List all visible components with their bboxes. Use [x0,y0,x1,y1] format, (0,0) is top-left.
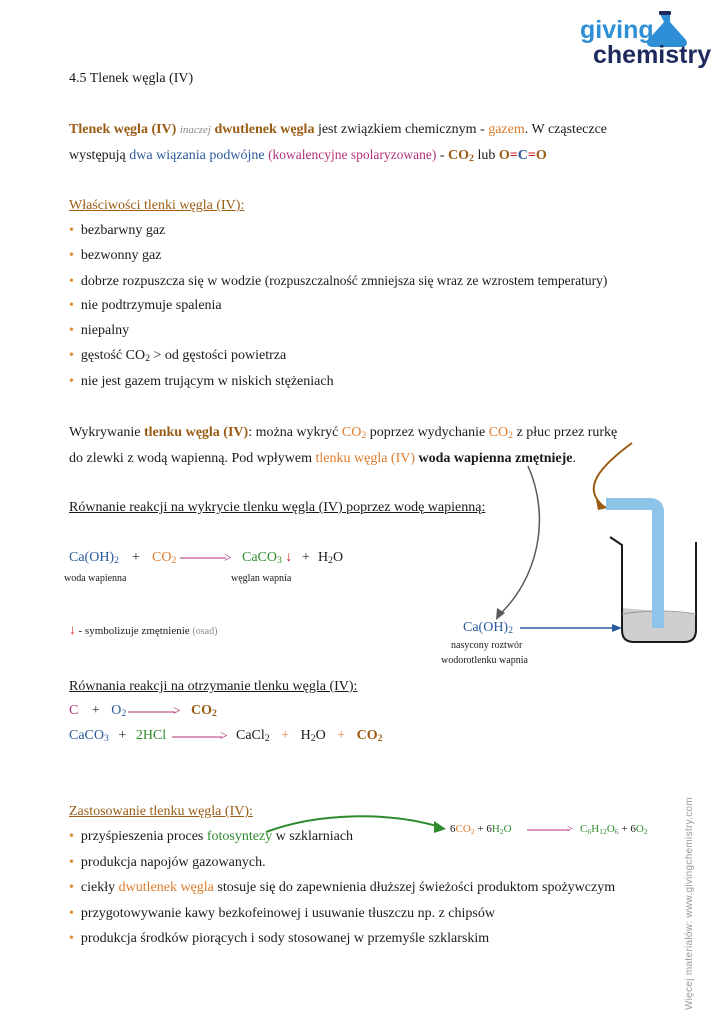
list-item: • nie jest gazem trującym w niskich stężeniach [69,374,334,389]
reaction1-plus: + [132,550,140,565]
reaction1-plus-2: + [302,550,310,565]
list-item: • dobrze rozpuszcza się w wodzie (rozpuszczalność zmniejsza się wraz ze wzrostem temperatury) [69,273,608,289]
list-item: • ciekły dwutlenek węgla stosuje się do zapewnienia dłuższej świeżości produktom spożywczym [69,880,616,895]
reaction2b-arrow-tip: > [220,728,228,743]
list-item: • bezwonny gaz [69,248,162,263]
reaction1-arrow-tip: > [224,550,232,565]
reaction1-label-limewater: woda wapienna [64,573,127,584]
reaction1-label-calcium-carbonate: węglan wapnia [231,573,292,584]
detection-line-2: do zlewki z wodą wapienną. Pod wpływem tlenku węgla (IV) woda wapienna zmętnieje. [69,451,577,466]
list-item: • bezbarwny gaz [69,223,166,238]
reaction1-reactant-2: $CO_2$ [152,550,177,566]
intro-line-1: Tlenek węgla (IV) inaczej dwutlenek węgla jest związkiem chemicznym - gazem. W cząsteczce [69,122,608,137]
reaction1-heading: Równanie reakcji na wykrycie tlenku węgla (IV) poprzez wodę wapienną: [69,500,486,515]
list-item: • gęstość $CO_2$ > od gęstości powietrza [69,348,287,364]
photosynthesis-arrow-tip: > [567,823,574,835]
breath-arrow [594,443,632,505]
photosynthesis-products: $C_6H_{12}O_6 + 6O_2$ [580,823,648,836]
reaction1-reactant-1: $Ca(OH)_2$ [69,550,120,566]
list-item: • przyśpieszenia proces fotosyntezy w szklarniach [69,829,354,844]
list-item: • nie podtrzymuje spalenia [69,298,222,313]
precipitate-legend: ↓ - symbolizuje zmętnienie (osad) [69,622,218,637]
list-item: • produkcja napojów gazowanych. [69,855,266,870]
list-item: • niepalny [69,323,130,338]
properties-heading: Właściwości tlenki węgla (IV): [69,198,245,213]
logo-giving: giving [580,16,654,44]
reaction2-equation-2: CaCO$_3$ + 2HCl [69,728,167,744]
list-item: • produkcja środków piorących i sody stosowanej w przemyśle szklarskim [69,931,490,946]
logo-chemistry: chemistry [593,41,712,69]
beaker-caption-1: nasycony roztwór [451,640,523,651]
reaction2-equation-1-product: $CO_2$ [191,703,217,719]
reaction1-product-1: CaCO$_3$ ↓ [242,550,293,566]
uses-heading: Zastosowanie tlenku węgla (IV): [69,804,253,819]
detection-line-1: Wykrywanie tlenku węgla (IV): można wykryć $CO_2$ poprzez wydychanie $CO_2$ z płuc przez rurkę [69,425,618,441]
reaction2a-arrow-tip: > [173,703,181,718]
list-item: • przygotowywanie kawy bezkofeinowej i usuwanie tłuszczu np. z chipsów [69,906,495,921]
limewater-arrow [500,466,539,614]
beaker-label: $Ca(OH)_2$ [463,620,514,636]
photosynthesis-reactants: $6CO_2 + 6H_2O$ [450,823,512,836]
sidebar-url-text: Więcej materiałów: www.givingchemistry.com [684,796,695,1010]
reaction2-equation-2-products: CaCl$_2$ + $H_2O + CO_2$ [236,728,383,744]
beaker-caption-2: wodorotlenku wapnia [441,655,528,666]
reaction2-heading: Równania reakcji na otrzymanie tlenku węgla (IV): [69,679,358,694]
reaction2-equation-1: $C + O_2$ [69,703,127,719]
section-title: 4.5 Tlenek węgla (IV) [69,71,194,86]
intro-line-2: występują dwa wiązania podwójne (kowalencyjne spolaryzowane) - $CO_2$ lub O=C=O [69,147,547,164]
reaction1-product-2: $H_2O$ [318,550,344,566]
